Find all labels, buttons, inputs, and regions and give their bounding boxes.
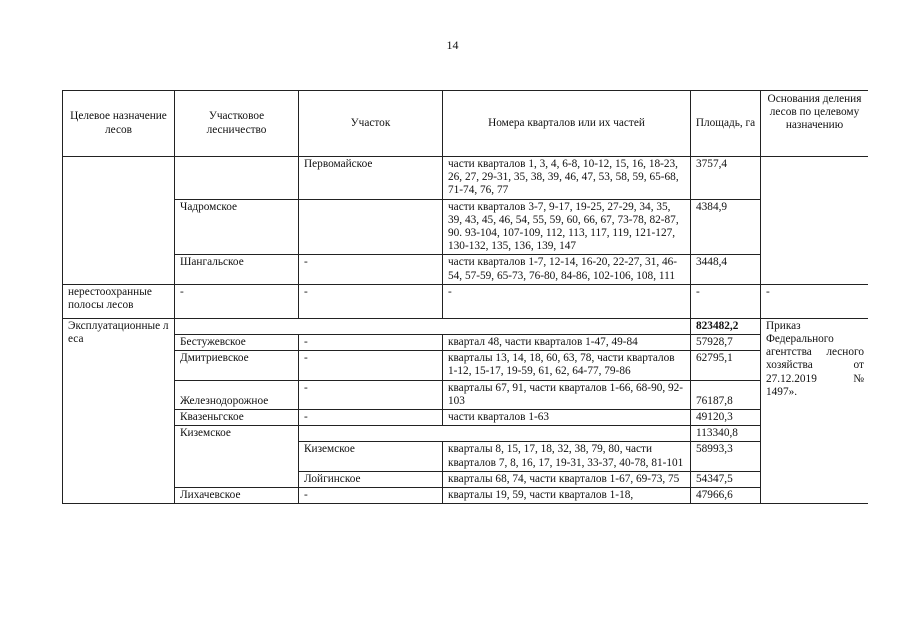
quarters-cell: части кварталов 3-7, 9-17, 19-25, 27-29, 34, 35, 39, 43, 45, 46, 54, 55, 59, 60, 66, 67, 73-78, 82-87, 90. 93-104, 107-109, 112, 113, 117, 119, 121-127, 130-132, 135, 136, 139, 147 xyxy=(443,199,691,255)
plot-cell: - xyxy=(299,284,443,318)
table-row-bestuzhevskoe xyxy=(63,335,869,351)
header-area: Площадь, га xyxy=(691,91,761,157)
plot-cell: - xyxy=(299,410,443,426)
plot-cell: - xyxy=(299,255,443,284)
table-header-row xyxy=(63,91,869,157)
basis-cell: - xyxy=(761,284,869,318)
area-cell: 47966,6 xyxy=(691,488,761,504)
plot-cell: - xyxy=(299,488,443,504)
area-cell: 49120,3 xyxy=(691,410,761,426)
page-number: 14 xyxy=(446,38,459,52)
plot-cell-empty xyxy=(299,199,443,255)
table-row-dmitrievskoe xyxy=(63,351,869,380)
forestry-cell: Шангальское xyxy=(175,255,299,284)
area-cell: 54347,5 xyxy=(691,471,761,487)
table-row-spawning xyxy=(63,284,869,318)
area-cell: 4384,9 xyxy=(691,199,761,255)
purpose-cell: нерестоохранные полосы лесов xyxy=(63,284,175,318)
area-cell: - xyxy=(691,284,761,318)
area-cell: 57928,7 xyxy=(691,335,761,351)
quarters-cell: квартал 48, части кварталов 1-47, 49-84 xyxy=(443,335,691,351)
plot-cell: Первомайское xyxy=(299,157,443,200)
header-plot: Участок xyxy=(299,91,443,157)
table-row-chadromskoe xyxy=(63,199,869,255)
plot-cell: - xyxy=(299,351,443,380)
forestry-cell-empty xyxy=(175,157,299,200)
plot-cell: Лойгинское xyxy=(299,471,443,487)
table-row-pervomayskoe xyxy=(63,157,869,200)
plot-cell: - xyxy=(299,380,443,409)
area-cell: 76187,8 xyxy=(691,380,761,409)
forestry-cell: Дмитриевское xyxy=(175,351,299,380)
quarters-cell: части кварталов 1, 3, 4, 6-8, 10-12, 15, 16, 18-23, 26, 27, 29-31, 35, 38, 39, 46, 47, 53, 58, 59, 65-68, 71-74, 76, 77 xyxy=(443,157,691,200)
forest-purpose-table-container xyxy=(62,90,868,582)
area-cell: 3757,4 xyxy=(691,157,761,200)
forestry-cell: Чадромское xyxy=(175,199,299,255)
basis-cell-empty xyxy=(761,157,869,285)
forestry-cell: - xyxy=(175,284,299,318)
merged-empty-cell xyxy=(175,318,691,334)
header-basis: Основания деления лесов по целевому назначению xyxy=(761,91,869,157)
forestry-cell: Киземское xyxy=(175,426,299,488)
quarters-cell: - xyxy=(443,284,691,318)
header-purpose: Целевое назначение лесов xyxy=(63,91,175,157)
table-row-kvazenskoe xyxy=(63,410,869,426)
table-row-exploitation xyxy=(63,318,869,334)
header-forestry: Участковое лесничество xyxy=(175,91,299,157)
forestry-cell: Железнодорожное xyxy=(175,380,299,409)
quarters-cell: кварталы 68, 74, части кварталов 1-67, 69-73, 75 xyxy=(443,471,691,487)
purpose-cell-empty xyxy=(63,157,175,285)
area-cell: 62795,1 xyxy=(691,351,761,380)
area-cell: 3448,4 xyxy=(691,255,761,284)
purpose-cell: Эксплуатационные леса xyxy=(63,318,175,503)
quarters-cell: кварталы 67, 91, части кварталов 1-66, 68-90, 92-103 xyxy=(443,380,691,409)
forestry-cell: Бестужевское xyxy=(175,335,299,351)
plot-cell: Киземское xyxy=(299,442,443,471)
area-total-cell: 823482,2 xyxy=(691,318,761,334)
table-row-shangalskoe xyxy=(63,255,869,284)
quarters-cell: кварталы 19, 59, части кварталов 1-18, xyxy=(443,488,691,504)
header-quarters: Номера кварталов или их частей xyxy=(443,91,691,157)
forestry-cell: Квазеньгское xyxy=(175,410,299,426)
table-row-likhachevskoe xyxy=(63,488,869,504)
plot-cell: - xyxy=(299,335,443,351)
quarters-cell: кварталы 13, 14, 18, 60, 63, 78, части кварталов 1-12, 15-17, 19-59, 61, 62, 64-77, 79-86 xyxy=(443,351,691,380)
table-row-kizemskoe xyxy=(63,426,869,442)
quarters-cell: части кварталов 1-7, 12-14, 16-20, 22-27, 31, 46-54, 57-59, 65-73, 76-80, 84-86, 102-106, 108, 111 xyxy=(443,255,691,284)
merged-empty-cell xyxy=(299,426,691,442)
quarters-cell: части кварталов 1-63 xyxy=(443,410,691,426)
forestry-cell: Лихачевское xyxy=(175,488,299,504)
area-total-cell: 113340,8 xyxy=(691,426,761,442)
basis-cell: Приказ Федерального агентства лесного хозяйства от 27.12.2019 № 1497». xyxy=(761,318,869,503)
quarters-cell: кварталы 8, 15, 17, 18, 32, 38, 79, 80, части кварталов 7, 8, 16, 17, 19-31, 33-37, 40-78, 81-101 xyxy=(443,442,691,471)
forest-purpose-table xyxy=(62,90,868,504)
table-row-zheleznodorozhnoe xyxy=(63,380,869,409)
area-cell: 58993,3 xyxy=(691,442,761,471)
